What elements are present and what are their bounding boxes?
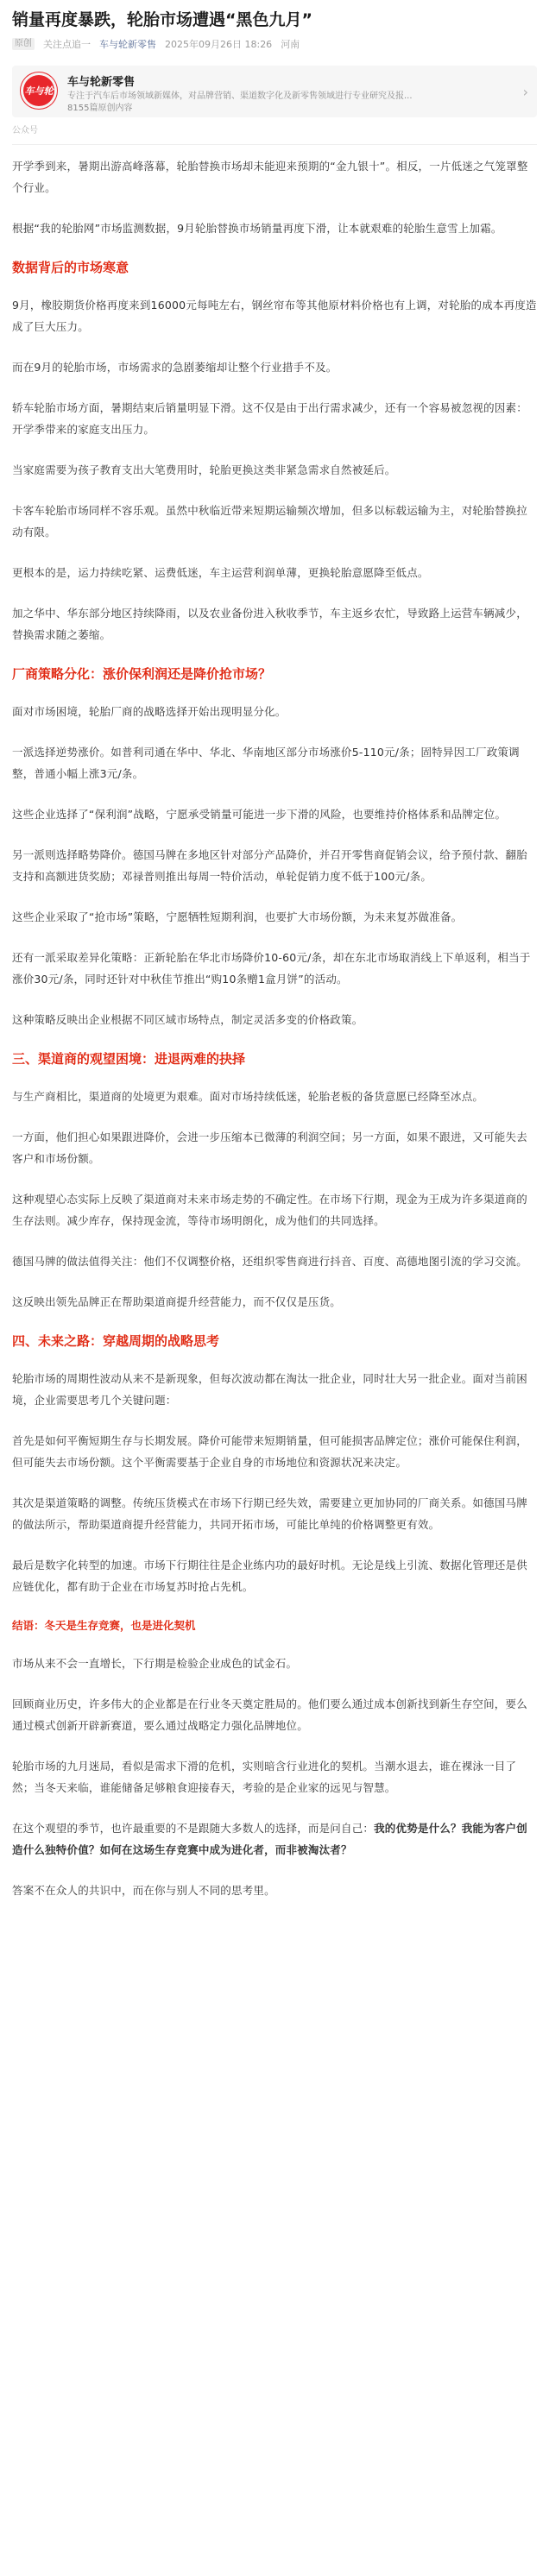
paragraph-questions (12, 1817, 537, 1861)
paragraph: 而在9月的轮胎市场，市场需求的急剧萎缩却让整个行业措手不及。 (12, 361, 338, 374)
paragraph: 轮胎市场的九月迷局，看似是需求下滑的危机，实则暗含行业进化的契机。当潮水退去，谁在裸泳一目了然；当冬天来临，谁能储备足够粮食迎接春天，考验的是企业家的远见与智慧。 (12, 1760, 517, 1794)
paragraph: 更根本的是，运力持续吃紧、运费低迷，车主运营利润单薄，更换轮胎意愿降至低点。 (12, 566, 429, 579)
account-logo (21, 72, 57, 109)
original-tag: 原创 (12, 38, 35, 50)
publish-location: 河南 (281, 39, 300, 50)
paragraph: 卡客车轮胎市场同样不容乐观。虽然中秋临近带来短期运输频次增加，但多以标载运输为主，对轮胎替换拉动有限。 (12, 504, 527, 539)
paragraph: 加之华中、华东部分地区持续降雨，以及农业备份进入秋收季节，车主返乡农忙，导致路上运营车辆减少，替换需求随之萎缩。 (12, 607, 527, 641)
paragraph: 还有一派采取差异化策略：正新轮胎在华北市场降价10-60元/条，却在东北市场取消线上下单返利，相当于涨价30元/条，同时还针对中秋佳节推出“购10条赠1盒月饼”的活动。 (12, 951, 531, 986)
paragraph: 市场从来不会一直增长，下行期是检验企业成色的试金石。 (12, 1657, 298, 1670)
paragraph: 回顾商业历史，许多伟大的企业都是在行业冬天奠定胜局的。他们要么通过成本创新找到新生存空间，要么通过模式创新开辟新赛道，要么通过战略定力强化品牌地位。 (12, 1697, 527, 1732)
paragraph: 轮胎市场的周期性波动从来不是新现象，但每次波动都在淘汰一批企业，同时壮大另一批企业。面对当前困境，企业需要思考几个关键问题： (12, 1372, 527, 1407)
account-article-count: 8155篇原创内容 (67, 104, 133, 113)
account-type-label: 公众号 (12, 123, 537, 145)
chevron-right-icon: › (522, 83, 528, 100)
section-heading-conclusion: 结语：冬天是生存竞赛，也是进化契机 (12, 1619, 196, 1632)
paragraph: 与生产商相比，渠道商的处境更为艰难。面对市场持续低迷，轮胎老板的备货意愿已经降至冰点。 (12, 1090, 484, 1103)
article-meta (12, 36, 537, 52)
author-link[interactable]: 车与轮新零售 (99, 39, 156, 50)
account-info (67, 72, 513, 115)
account-name: 车与轮新零售 (67, 76, 136, 89)
paragraph-plain: 在这个观望的季节，也许最重要的不是跟随大多数人的选择，而是问自己： (12, 1822, 375, 1835)
account-logo-text: 车与轮 (24, 85, 54, 97)
article-title: 销量再度暴跌，轮胎市场遭遇“黑色九月” (12, 10, 312, 29)
paragraph: 这些企业采取了“抢市场”策略，宁愿牺牲短期利润，也要扩大市场份额，为未来复苏做准备。 (12, 910, 463, 923)
paragraph-final: 答案不在众人的共识中，而在你与别人不同的思考里。 (12, 1884, 275, 1897)
paragraph-bold-questions: 我的优势是什么？我能为客户创造什么独特价值？如何在这场生存竞赛中成为进化者，而非被淘汰者？ (12, 1822, 527, 1856)
paragraph: 当家庭需要为孩子教育支出大笔费用时，轮胎更换这类非紧急需求自然被延后。 (12, 463, 396, 476)
section-heading-future: 四、未来之路：穿越周期的战略思考 (12, 1333, 220, 1349)
section-heading-dealer: 三、渠道商的观望困境：进退两难的抉择 (12, 1051, 246, 1067)
paragraph: 其次是渠道策略的调整。传统压货模式在市场下行期已经失效，需要建立更加协同的厂商关系。如德国马牌的做法所示，帮助渠道商提升经营能力，共同开拓市场，可能比单纯的价格调整更有效。 (12, 1496, 527, 1531)
section-heading-market: 数据背后的市场寒意 (12, 260, 129, 275)
paragraph: 这反映出领先品牌正在帮助渠道商提升经营能力，而不仅仅是压货。 (12, 1295, 342, 1308)
follow-hint: 关注点追一 (43, 39, 91, 50)
paragraph: 最后是数字化转型的加速。市场下行期往往是企业练内功的最好时机。无论是线上引流、数据化管理还是供应链优化，都有助于企业在市场复苏时抢占先机。 (12, 1559, 527, 1593)
publish-datetime: 2025年09月26日 18:26 (165, 39, 273, 50)
paragraph: 一方面，他们担心如果跟进降价，会进一步压缩本已微薄的利润空间；另一方面，如果不跟进，又可能失去客户和市场份额。 (12, 1131, 527, 1165)
paragraph: 根据“我的轮胎网”市场监测数据，9月轮胎替换市场销量再度下滑，让本就艰难的轮胎生意雪上加霜。 (12, 222, 502, 235)
paragraph: 另一派则选择略势降价。德国马牌在多地区针对部分产品降价，并召开零售商促销会议，给予预付款、翻胎支持和高额进货奖励；邓禄普则推出每周一特价活动，单轮促销力度不低于100元/条。 (12, 848, 527, 883)
paragraph: 开学季到来，暑期出游高峰落幕，轮胎替换市场却未能迎来预期的“金九银十”。相反，一片低迷之气笼罩整个行业。 (12, 160, 528, 194)
paragraph: 首先是如何平衡短期生存与长期发展。降价可能带来短期销量，但可能损害品牌定位；涨价可能保住利润，但可能失去市场份额。这个平衡需要基于企业自身的市场地位和资源状况来决定。 (12, 1434, 527, 1469)
account-card[interactable] (12, 66, 537, 117)
section-heading-strategy: 厂商策略分化：涨价保利润还是降价抢市场？ (12, 666, 272, 682)
paragraph: 德国马牌的做法值得关注：他们不仅调整价格，还组织零售商进行抖音、百度、高德地图引流的学习交流。 (12, 1255, 527, 1268)
paragraph: 面对市场困境，轮胎厂商的战略选择开始出现明显分化。 (12, 705, 287, 718)
paragraph: 这种策略反映出企业根据不同区域市场特点，制定灵活多变的价格政策。 (12, 1013, 363, 1026)
paragraph: 一派选择逆势涨价。如普利司通在华中、华北、华南地区部分市场涨价5-110元/条；固特异因工厂政策调整，普通小幅上涨3元/条。 (12, 746, 520, 780)
paragraph: 这种观望心态实际上反映了渠道商对未来市场走势的不确定性。在市场下行期，现金为王成为许多渠道商的生存法则。减少库存，保持现金流，等待市场明朗化，成为他们的共同选择。 (12, 1193, 527, 1227)
paragraph: 轿车轮胎市场方面，暑期结束后销量明显下滑。这不仅是由于出行需求减少，还有一个容易被忽视的因素：开学季带来的家庭支出压力。 (12, 401, 527, 436)
paragraph: 这些企业选择了“保利润”战略，宁愿承受销量可能进一步下滑的风险，也要维持价格体系和品牌定位。 (12, 808, 507, 821)
account-desc: 专注于汽车后市场领域新媒体，对品牌营销、渠道数字化及新零售领域进行专业研究及报... (67, 91, 413, 101)
paragraph: 9月，橡胶期货价格再度来到16000元每吨左右，钢丝帘布等其他原材料价格也有上调，对轮胎的成本再度造成了巨大压力。 (12, 299, 537, 333)
article-content (12, 145, 537, 1901)
